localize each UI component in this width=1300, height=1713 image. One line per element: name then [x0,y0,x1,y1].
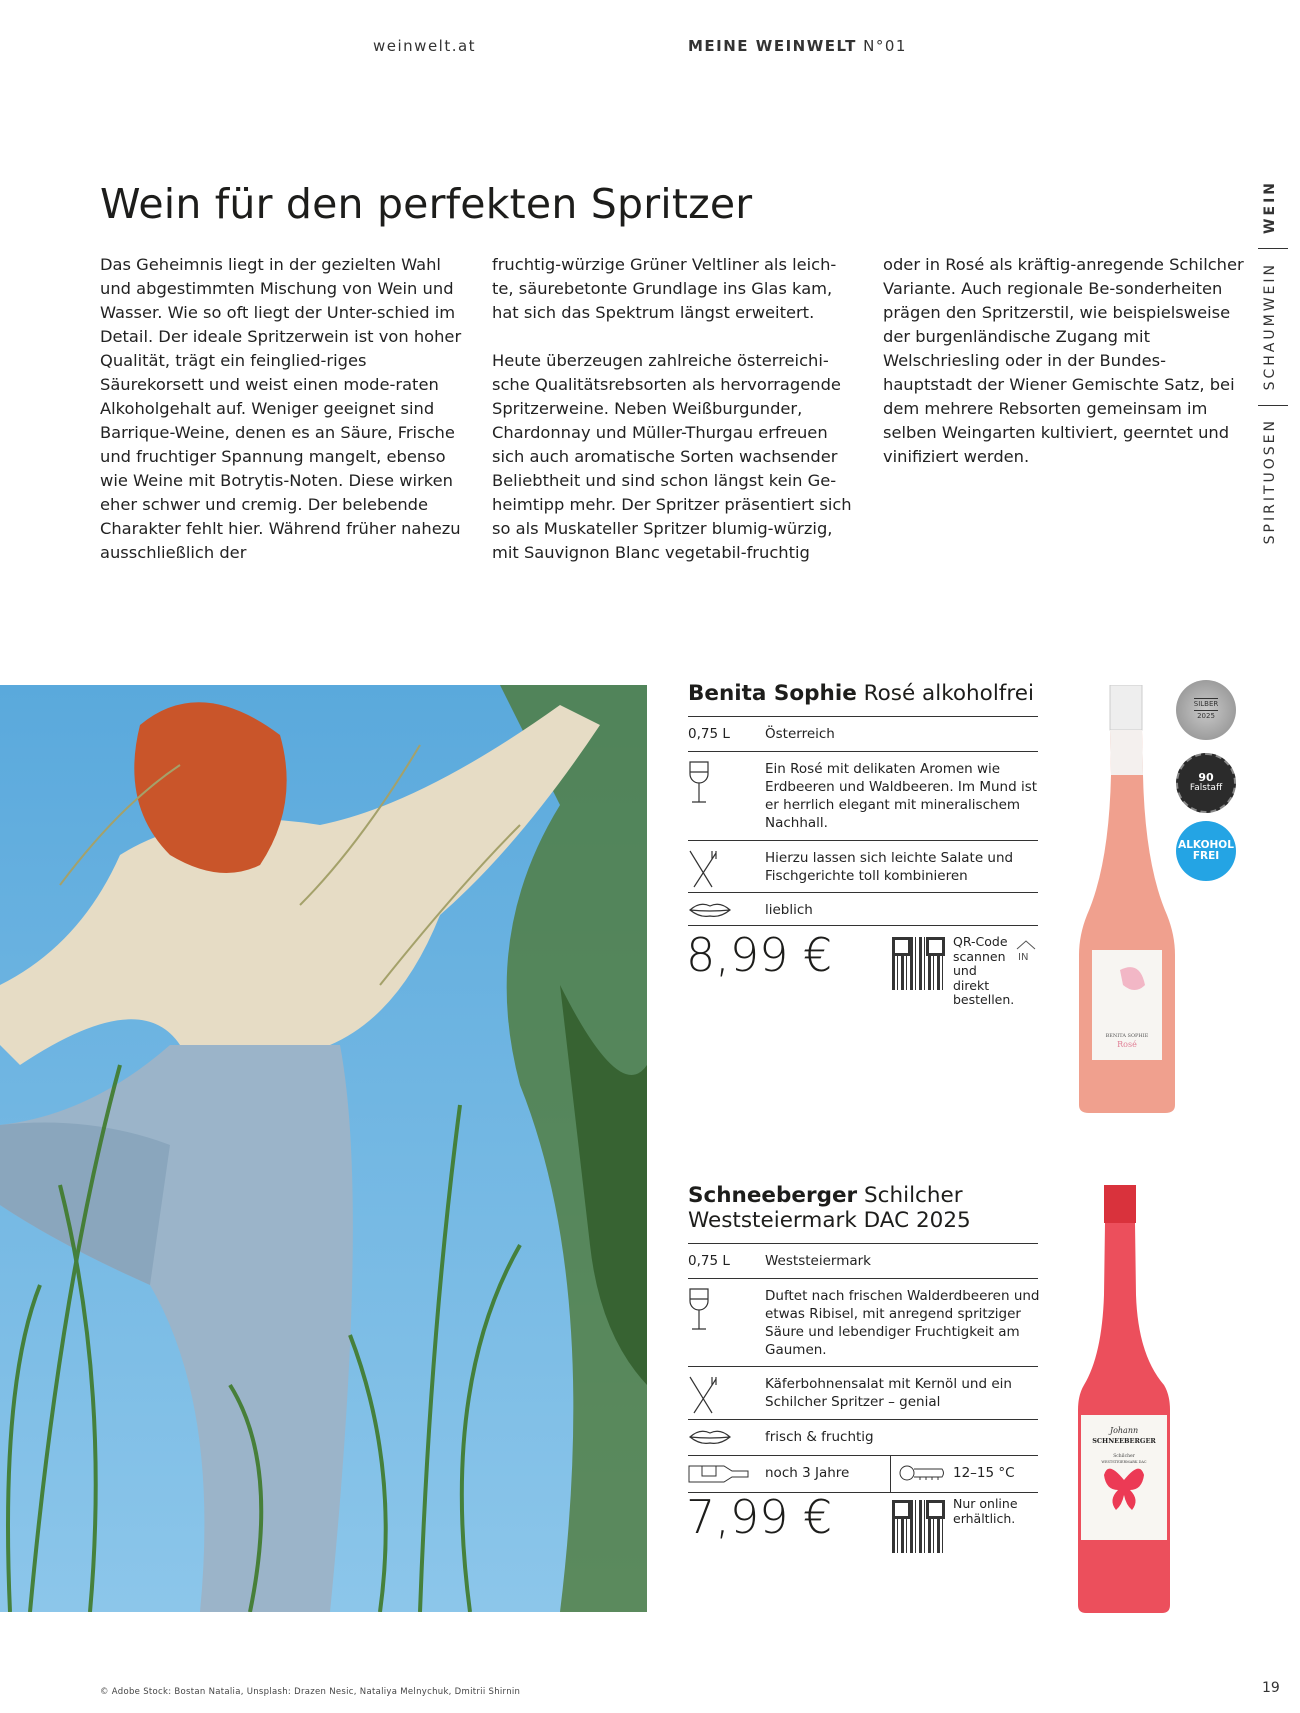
serving-temperature: 12–15 °C [953,1465,1015,1481]
taste: frisch & fruchtig [765,1429,874,1445]
bottle-label-variety: Schilcher [1113,1454,1135,1459]
product-1-title [688,681,1034,706]
award-level: SILBER [1194,698,1219,711]
product-2-bottle-image [1078,1185,1178,1619]
divider [890,1456,891,1492]
bottle-label-brand: BENITA SOPHIE [1105,1033,1149,1039]
bottle-label-variety: Rosé [1117,1040,1137,1049]
paragraph: Das Geheimnis liegt in der gezielten Wahl und abgestimmten Mischung von Wein und Wasser. Wie so oft liegt der Unter-schied im Detail. Der ideale Spritzerwein ist von hoher Qualität, trägt ein feinglied-riges Säurekorsett und weist einen mode-raten Alkoholgehalt auf. Weniger geeignet sind Barrique-Weine, denen es an Säure, Frische und fruchtiger Spannung mangelt, ebenso wie Weine mit Botrytis-Noten. Diese wirken eher schwer und cremig. Der belebende Charakter fehlt hier. Während früher nahezu ausschließlich der [100,255,462,562]
article-column-2 [492,253,857,589]
product-brand: Benita Sophie [688,681,857,706]
description: Duftet nach frischen Walderdbeeren und etwas Ribisel, mit anregend spritziger Säure und lebendiger Fruchtigkeit am Gaumen. [765,1288,1040,1358]
pairing: Hierzu lassen sich leichte Salate und Fischgerichte toll kombinieren [765,850,1014,884]
pairing-row [688,840,1038,892]
side-tab-wein[interactable]: WEIN [1262,180,1278,234]
side-tab-spirituosen[interactable]: SPIRITUOSEN [1262,418,1278,545]
falstaff-badge [1176,753,1236,813]
thermometer-icon [898,1464,946,1487]
award-year: 2025 [1197,712,1215,720]
qr-code[interactable] [892,1500,945,1553]
falstaff-score: 90 [1198,771,1214,784]
taste: lieblich [765,902,813,918]
volume: 0,75 L [688,1253,730,1269]
product-1-bottle-image [1075,685,1180,1119]
product-1-details [688,716,1038,926]
paragraph: oder in Rosé als kräftig-anregende Schilcher Variante. Auch regionale Be-sonderheiten prägen den Spritzerstil, wie beispielsweise der burgenländische Zugang mit Welschriesling oder in der Bundes-hauptstadt der Wiener Gemischte Satz, bei dem mehrere Rebsorten gemeinsam im selben Weingarten kultiviert, geerntet und vinifiziert werden. [883,255,1244,466]
pairing: Käferbohnensalat mit Kernöl und ein Schilcher Spritzer – genial [765,1376,1012,1410]
origin: Österreich [765,726,835,742]
issue-number: N°01 [863,37,907,55]
knife-fork-icon [688,849,718,894]
product-2-price: 7,99 € [686,1490,833,1544]
paragraph: Heute überzeugen zahlreiche österreichi-sche Qualitätsrebsorten als hervorragende Spritzerweine. Neben Weißburgunder, Chardonnay und Müller-Thurgau erfreuen sich auch aromatische Sorten wachsender Beliebtheit und sind schon längst kein Ge-heimtipp mehr. Der Spritzer präsentiert sich so als Muskateller Spritzer blumig-würzig, mit Sauvignon Blanc vegetabil-fruchtig [492,351,852,562]
bottle-label-brand: SCHNEEBERGER [1092,1437,1156,1445]
taste-row [688,892,1038,925]
description-row [688,751,1038,840]
product-brand: Schneeberger [688,1183,858,1208]
storage: noch 3 Jahre [765,1465,850,1481]
silver-award-badge [1176,680,1236,740]
storage-temperature-row [688,1455,1038,1492]
alcohol-free-badge: ALKOHOL FREI [1176,821,1236,881]
taste-row [688,1419,1038,1455]
falstaff-label: Falstaff [1189,783,1223,793]
side-tab-divider [1258,405,1288,406]
magazine-name: MEINE WEINWELT [688,37,857,55]
hero-photo-woman-in-grass [0,685,647,1612]
paragraph: fruchtig-würzige Grüner Veltliner als leich-te, säurebetonte Grundlage ins Glas kam, hat sich das Spektrum längst erweitert. [492,255,837,322]
product-1-price: 8,99 € [686,928,833,982]
bottle-label-region: WESTSTEIERMARK DAC [1101,1460,1147,1464]
qr-instruction: Nur online erhältlich. [953,1496,1018,1526]
shop-logo-icon [1016,940,1036,966]
photo-credits: © Adobe Stock: Bostan Natalia, Unsplash: Drazen Nesic, Nataliya Melnychuk, Dmitrii Shirnin [100,1687,521,1697]
product-name: Rosé alkoholfrei [863,681,1034,706]
bottle-storage-icon [688,1464,750,1489]
side-tab-schaumwein[interactable]: SCHAUMWEIN [1262,262,1278,391]
volume-origin-row [688,1243,1038,1278]
site-url: weinwelt.at [373,37,477,55]
wine-glass-icon [688,760,710,809]
pairing-row [688,1366,1038,1419]
article-column-1 [100,253,465,589]
origin: Weststeiermark [765,1253,871,1269]
volume: 0,75 L [688,726,730,742]
magazine-issue [688,37,907,55]
bottle-label-script: Johann [1109,1426,1139,1435]
article-column-3 [883,253,1248,493]
qr-instruction: QR-Code scannen und direkt bestellen. [953,934,1015,1007]
article-title: Wein für den perfekten Spritzer [100,180,753,228]
volume-origin-row [688,716,1038,751]
wine-glass-icon [688,1287,710,1336]
page-number: 19 [1262,1680,1280,1696]
side-tab-divider [1258,248,1288,249]
product-name: Schilcher Weststeiermark DAC 2025 [688,1183,971,1233]
description: Ein Rosé mit delikaten Aromen wie Erdbeeren und Waldbeeren. Im Mund ist er herrlich elegant mit mineralischem Nachhall. [765,761,1038,831]
lips-icon [688,1428,732,1451]
description-row [688,1278,1038,1366]
product-2-details [688,1243,1038,1493]
svg-text:IN: IN [1018,952,1029,962]
lips-icon [688,901,732,924]
knife-fork-icon [688,1375,718,1420]
product-2-title [688,1183,1048,1233]
qr-code[interactable] [892,937,945,990]
divider [688,925,1038,926]
